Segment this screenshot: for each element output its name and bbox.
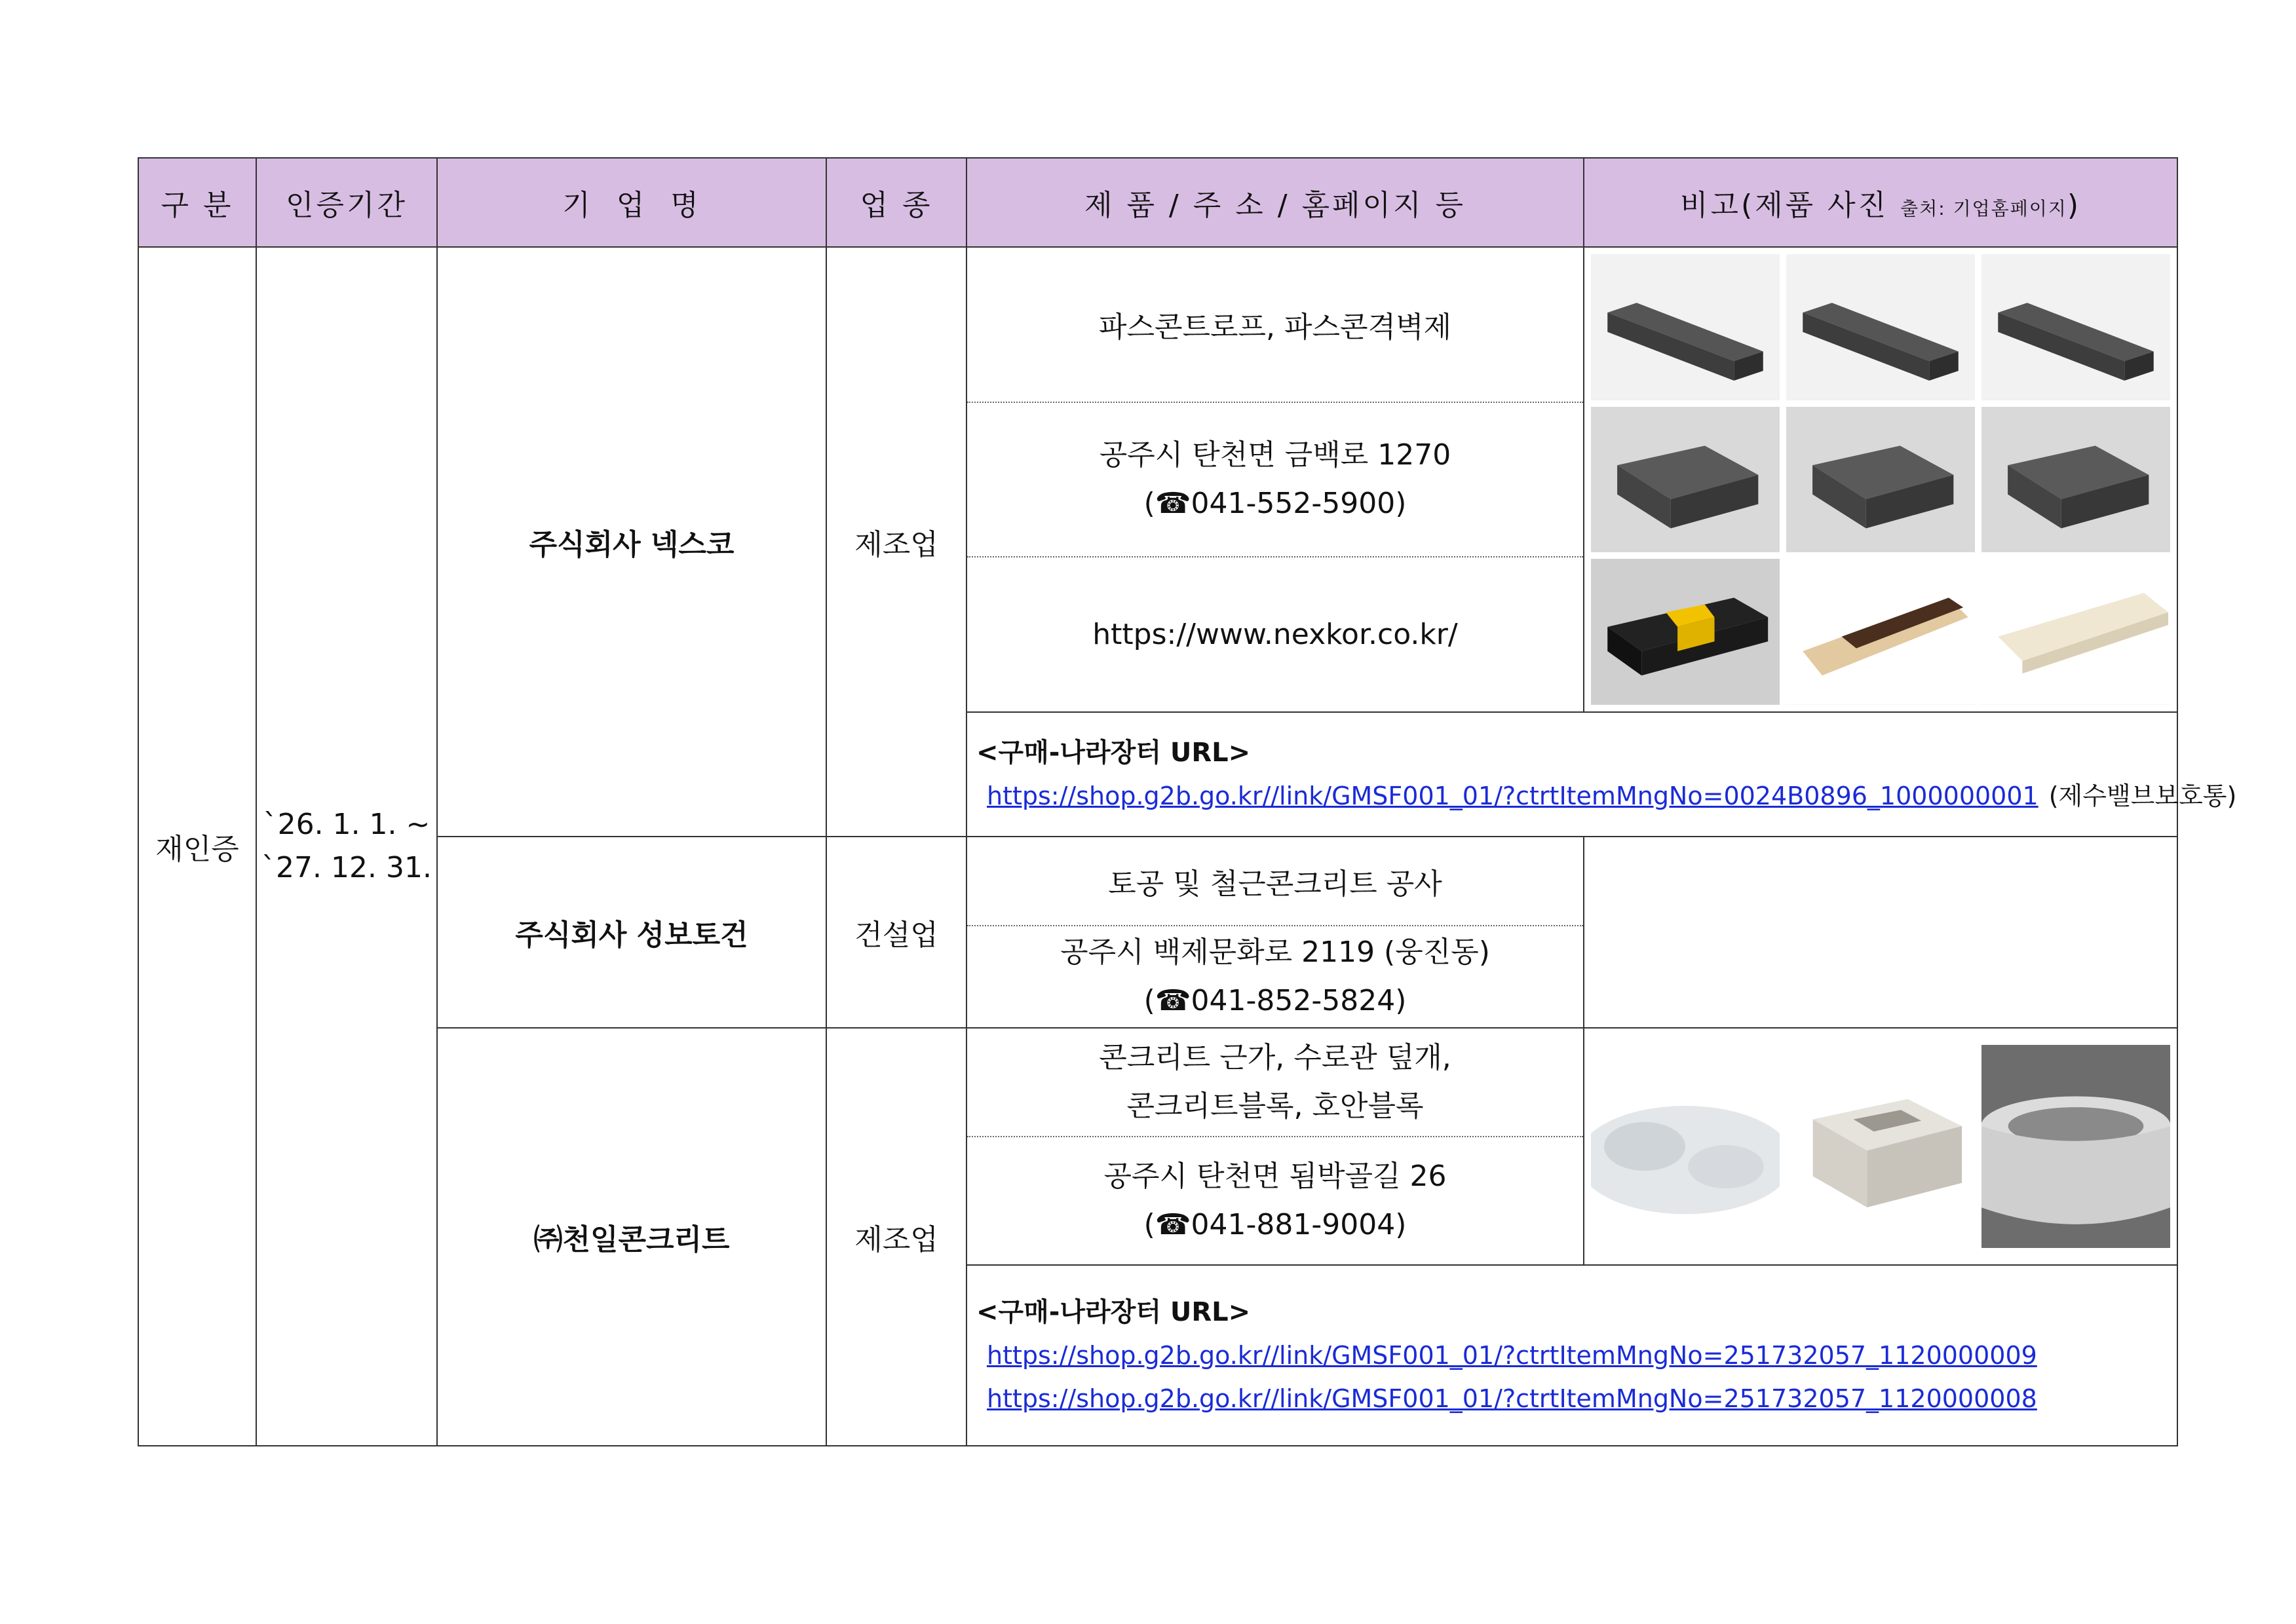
company-address-block <box>966 402 1584 557</box>
header-remarks-close: ) <box>2067 189 2082 222</box>
trough-icon <box>1981 254 2170 400</box>
company-product-line: 콘크리트블록, 호안블록 <box>1126 1089 1424 1123</box>
period-start: `26. 1. 1. ~ <box>263 808 430 841</box>
trough-icon <box>1786 254 1975 400</box>
header-remarks-source: 출처: 기업홈페이지 <box>1900 198 2067 219</box>
purchase-link[interactable]: https://shop.g2b.go.kr//link/GMSF001_01/?ctrtItemMngNo=0024B0896_1000000001 <box>987 782 2038 810</box>
company-phone: (☎041-552-5900) <box>1143 486 1407 520</box>
header-row <box>138 158 2177 247</box>
table-row <box>138 247 2177 402</box>
purchase-url-block <box>966 712 2237 837</box>
company-photos <box>1584 1028 2177 1265</box>
header-company: 기 업 명 <box>437 158 826 247</box>
company-address: 공주시 백제문화로 2119 (웅진동) <box>1060 935 1490 969</box>
retaining-block-icon <box>1786 1045 1975 1248</box>
company-homepage[interactable]: https://www.nexkor.co.kr/ <box>966 557 1584 712</box>
manhole-icon <box>1981 1045 2170 1248</box>
company-address-block <box>966 1137 1584 1265</box>
certification-table <box>138 157 2237 1446</box>
table-row <box>138 1028 2177 1137</box>
table-row <box>138 837 2177 926</box>
company-address: 공주시 탄천면 금백로 1270 <box>1099 438 1451 472</box>
company-phone: (☎041-881-9004) <box>1143 1208 1407 1241</box>
purchase-label: <구매-나라장터 URL> <box>976 738 1251 768</box>
header-remarks-main: 비고(제품 사진 <box>1679 189 1889 222</box>
period-end: `27. 12. 31. <box>261 851 432 884</box>
company-product <box>966 1028 1584 1137</box>
company-industry: 제조업 <box>826 1028 966 1446</box>
deck-icon <box>1786 559 1975 705</box>
company-name: ㈜천일콘크리트 <box>437 1028 826 1446</box>
purchase-url-line <box>976 774 2237 818</box>
document-page <box>138 157 2237 1450</box>
trough-icon <box>1591 254 1780 400</box>
header-period: 인증기간 <box>256 158 437 247</box>
header-remarks <box>1584 158 2177 247</box>
purchase-label: <구매-나라장터 URL> <box>976 1297 1251 1327</box>
header-details: 제 품 / 주 소 / 홈페이지 등 <box>966 158 1584 247</box>
header-industry: 업 종 <box>826 158 966 247</box>
header-category: 구 분 <box>138 158 256 247</box>
period-cell <box>256 247 437 1446</box>
photo-grid <box>1584 1038 2177 1255</box>
company-photos-empty <box>1584 837 2177 1028</box>
company-name: 주식회사 성보토건 <box>437 837 826 1028</box>
block-icon <box>1981 407 2170 553</box>
company-industry: 건설업 <box>826 837 966 1028</box>
bumper-icon <box>1591 559 1780 705</box>
rock-block-icon <box>1591 1045 1780 1248</box>
company-product: 파스콘트로프, 파스콘격벽제 <box>966 247 1584 402</box>
company-phone: (☎041-852-5824) <box>1143 984 1407 1017</box>
purchase-link[interactable]: https://shop.g2b.go.kr//link/GMSF001_01/?ctrtItemMngNo=251732057_1120000008 <box>987 1384 2037 1413</box>
category-cell: 재인증 <box>138 247 256 1446</box>
company-photos <box>1584 247 2177 712</box>
company-name: 주식회사 넥스코 <box>437 247 826 837</box>
purchase-url-block <box>966 1265 2177 1446</box>
purchase-url-line <box>976 1334 2168 1377</box>
grating-icon <box>1981 559 2170 705</box>
company-product: 토공 및 철근콘크리트 공사 <box>966 837 1584 926</box>
purchase-link[interactable]: https://shop.g2b.go.kr//link/GMSF001_01/?ctrtItemMngNo=251732057_1120000009 <box>987 1341 2037 1370</box>
company-address-block <box>966 926 1584 1028</box>
company-address: 공주시 탄천면 됨박골길 26 <box>1103 1160 1447 1193</box>
purchase-url-line <box>976 1377 2168 1420</box>
block-icon <box>1786 407 1975 553</box>
company-product-line: 콘크리트 근가, 수로관 덮개, <box>1099 1041 1451 1074</box>
purchase-note: (제수밸브보호통) <box>2048 782 2237 810</box>
photo-grid <box>1584 248 2177 711</box>
block-icon <box>1591 407 1780 553</box>
company-industry: 제조업 <box>826 247 966 837</box>
